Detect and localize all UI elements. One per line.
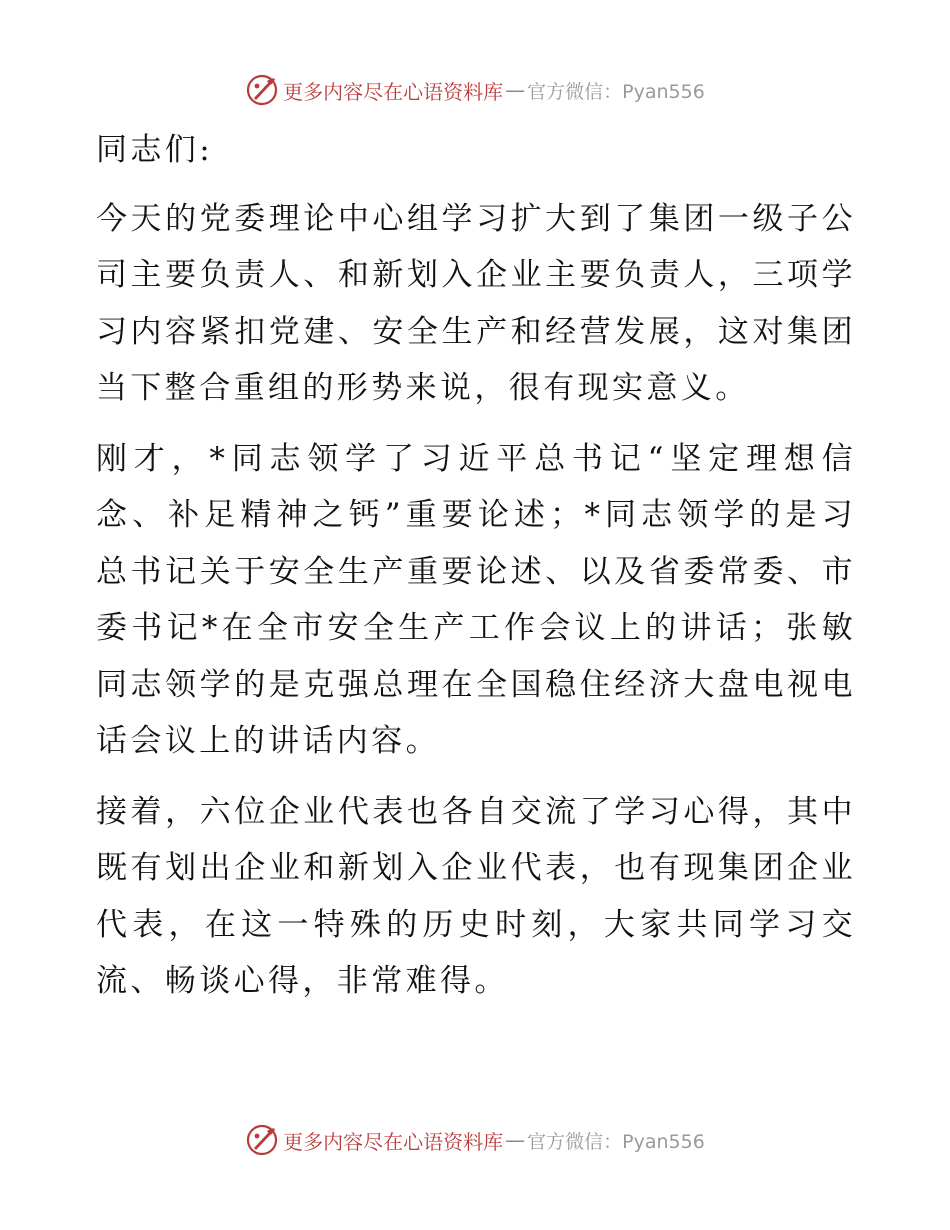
footer-banner [0,1122,950,1158]
header-banner-wechat: 官方微信：Pyan556 [527,80,705,103]
paragraph-2: 刚才，*同志领学了习近平总书记“坚定理想信念、补足精神之钙”重要论述；*同志领学的是习总书记关于安全生产重要论述、以及省委常委、市委书记*在全市安全生产工作会议上的讲话；张敏同志领学的是克强总理在全国稳住经济大盘电视电话会议上的讲话内容。 [96,440,856,759]
paragraph-1: 今天的党委理论中心组学习扩大到了集团一级子公司主要负责人、和新划入企业主要负责人，三项学习内容紧扣党建、安全生产和经营发展，这对集团当下整合重组的形势来说，很有现实意义。 [96,200,856,406]
header-banner-separator: — [505,78,526,102]
quill-logo-icon [245,1123,279,1157]
paragraph-3: 接着，六位企业代表也各自交流了学习心得，其中既有划出企业和新划入企业代表，也有现集团企业代表，在这一特殊的历史时刻，大家共同学习交流、畅谈心得，非常难得。 [96,793,856,999]
quill-logo-icon [245,73,279,107]
header-banner [0,72,950,108]
greeting: 同志们: [96,132,214,168]
header-banner-title: 更多内容尽在心语资料库 [283,79,504,104]
footer-banner-title: 更多内容尽在心语资料库 [283,1129,504,1154]
document-body [96,122,856,1024]
footer-banner-wechat: 官方微信：Pyan556 [527,1130,705,1153]
footer-banner-separator: — [505,1128,526,1152]
